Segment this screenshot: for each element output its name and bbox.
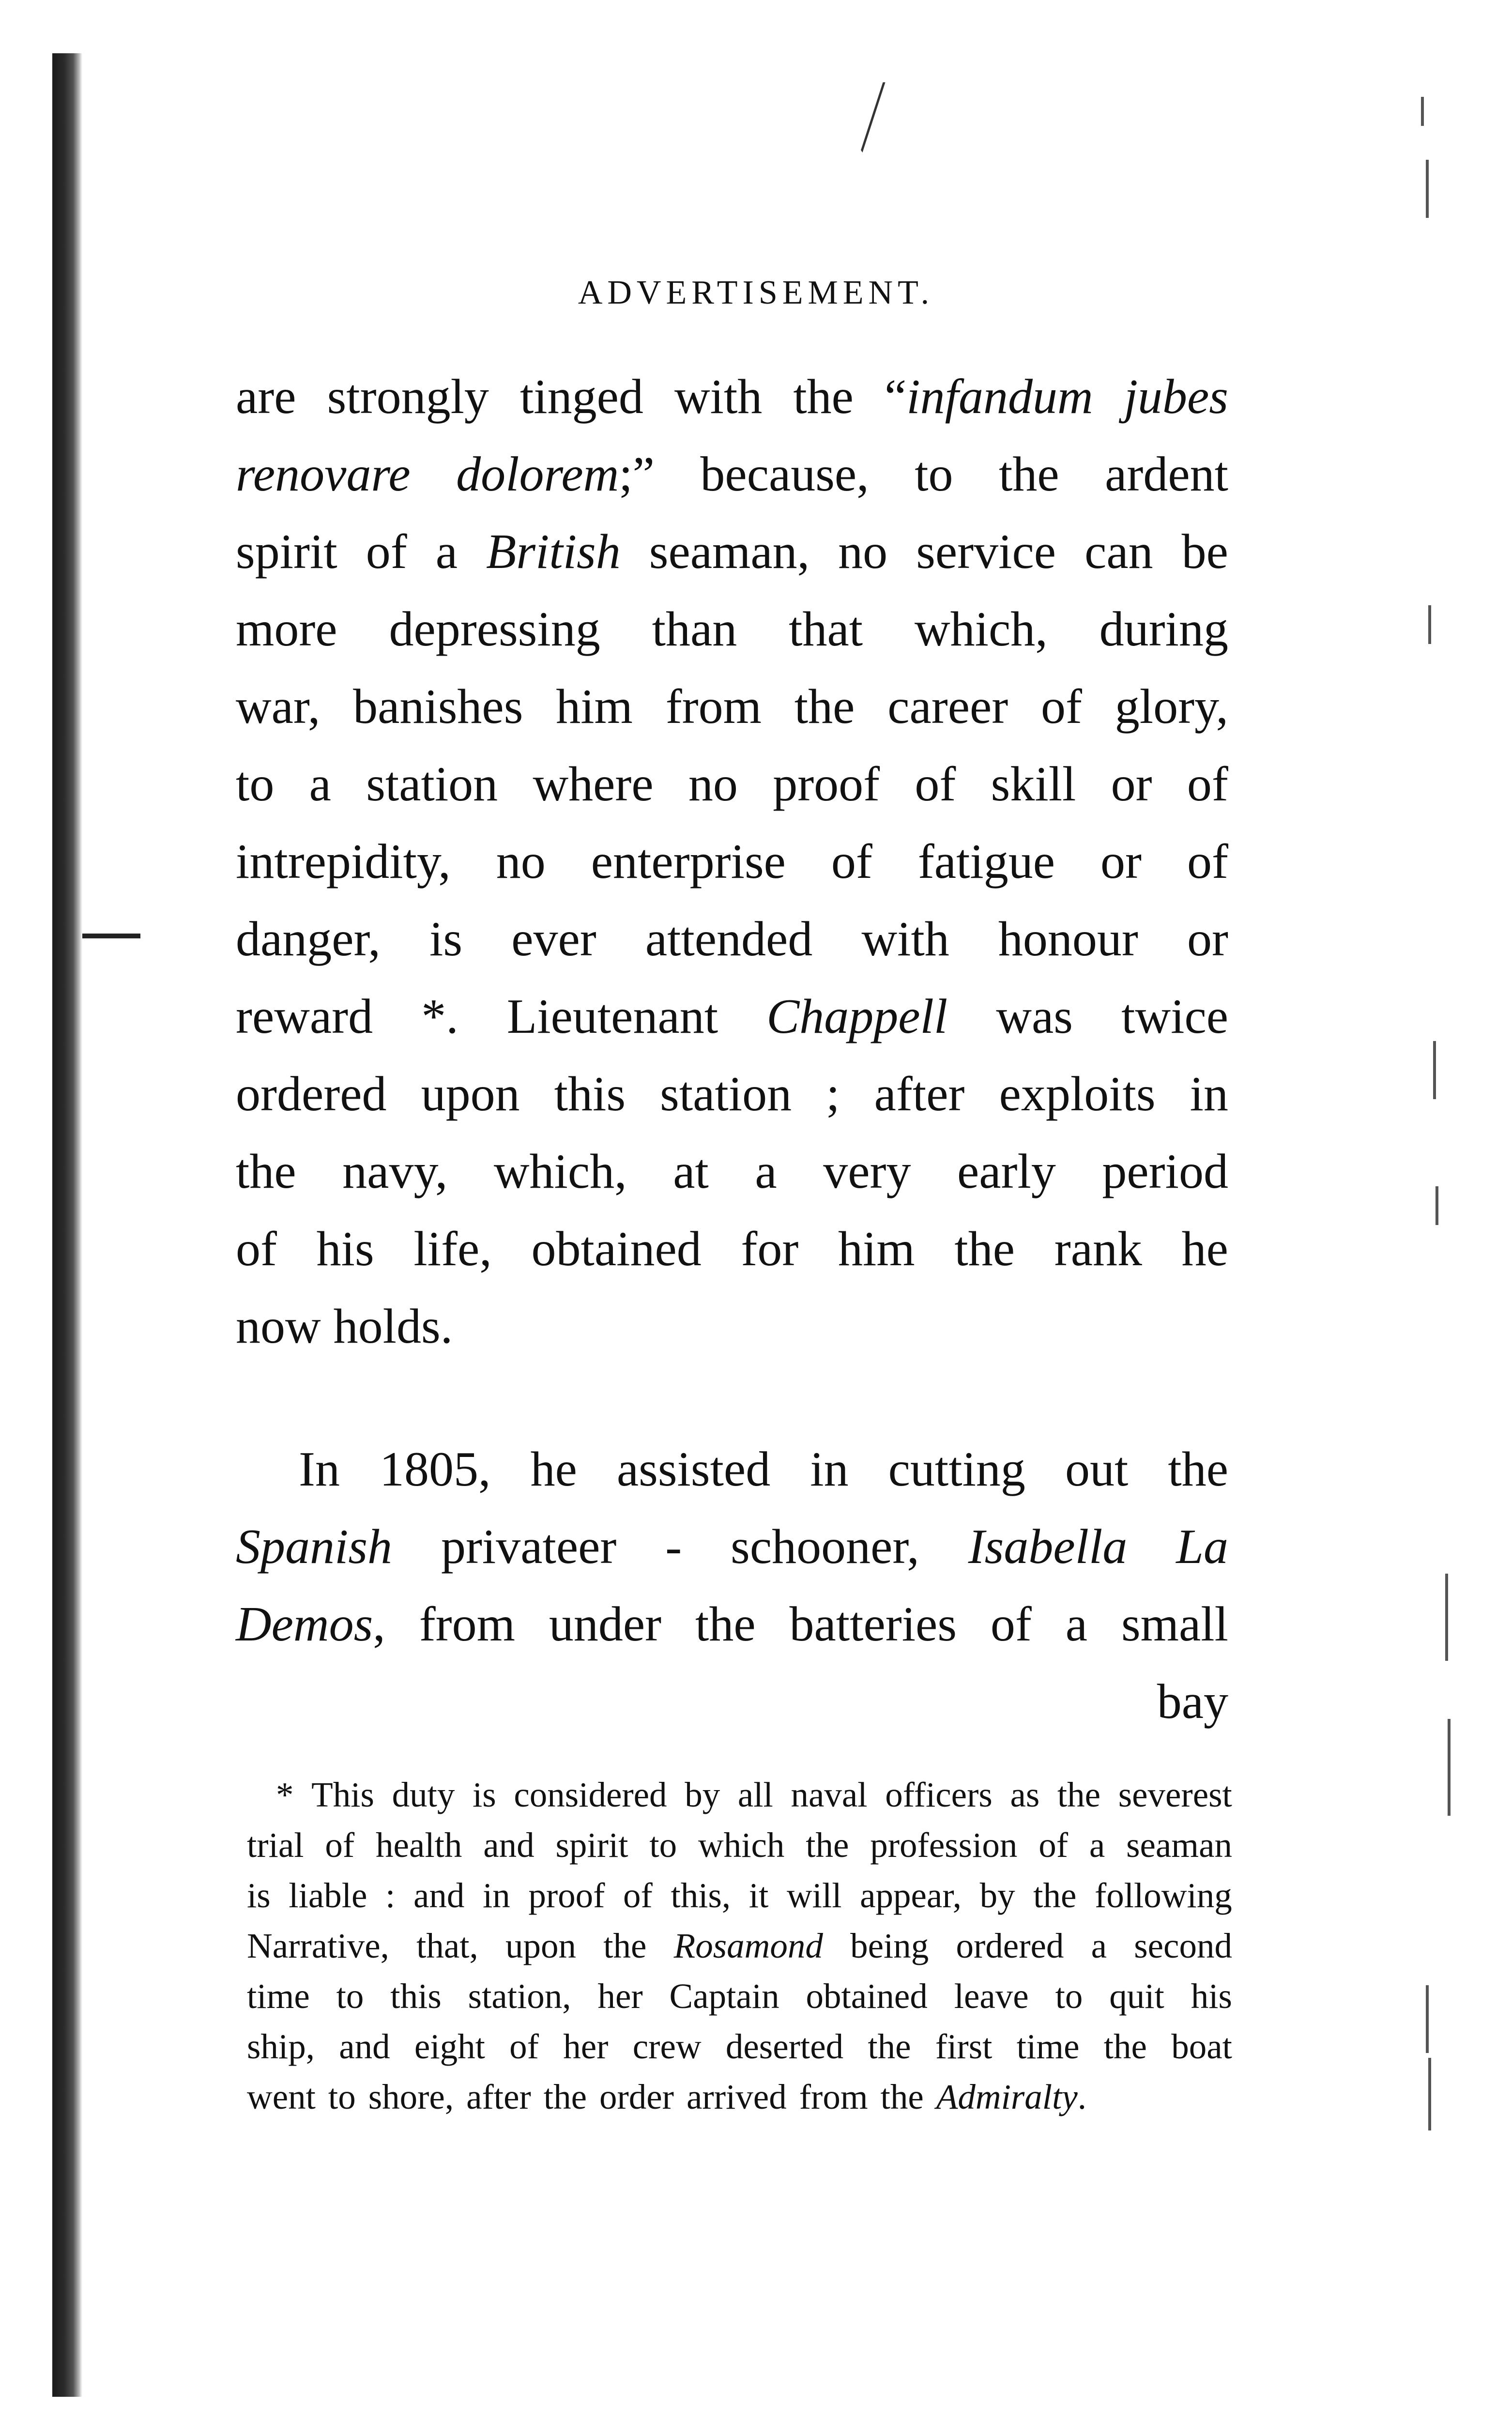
- word: spirit: [555, 1825, 628, 1865]
- word: of: [236, 1222, 277, 1276]
- word: ardent: [1105, 447, 1228, 502]
- margin-speck: [1421, 97, 1424, 126]
- word: intrepidity,: [236, 834, 451, 889]
- word: *: [276, 1775, 294, 1814]
- word: shore,: [368, 2077, 454, 2116]
- word: station,: [468, 1977, 571, 2016]
- word: in: [482, 1876, 510, 1915]
- word: order: [599, 2077, 674, 2116]
- word: which: [698, 1825, 785, 1865]
- word: health: [376, 1825, 462, 1865]
- catchword-line: [236, 1663, 1228, 1741]
- word: under: [549, 1597, 662, 1652]
- word: after: [874, 1067, 965, 1121]
- word: and: [413, 1876, 465, 1915]
- text-line: [236, 823, 1228, 901]
- word: severest: [1118, 1775, 1232, 1814]
- text-line: [236, 1133, 1228, 1210]
- text-line: [247, 2072, 1232, 2122]
- word: no: [688, 757, 738, 812]
- word: of: [831, 834, 872, 889]
- word: privateer: [441, 1519, 617, 1574]
- word: war,: [236, 679, 321, 734]
- word: the: [806, 1825, 849, 1865]
- word: the: [793, 369, 854, 424]
- text-line: [236, 668, 1228, 746]
- word: upon: [505, 1926, 577, 1965]
- word: after: [466, 2077, 531, 2116]
- word: the: [794, 679, 855, 734]
- word: more: [236, 602, 337, 657]
- word: very: [823, 1144, 911, 1199]
- word: to: [336, 1977, 364, 2016]
- text-line: [236, 513, 1228, 591]
- word: in: [810, 1442, 849, 1497]
- word: or: [1111, 757, 1152, 812]
- word: for: [741, 1222, 799, 1276]
- word: quit: [1109, 1977, 1164, 2016]
- word: naval: [791, 1775, 868, 1814]
- word: the: [1057, 1775, 1101, 1814]
- word: out: [1065, 1442, 1129, 1497]
- word: reward: [236, 989, 373, 1044]
- word: obtained: [806, 1977, 928, 2016]
- word: of: [915, 757, 956, 812]
- paragraph-gap: [236, 1365, 1228, 1431]
- word: schooner,: [731, 1519, 919, 1574]
- word: Captain: [669, 1977, 779, 2016]
- word: dolorem;”: [456, 447, 655, 502]
- word: no: [496, 834, 546, 889]
- word: ordered: [956, 1926, 1064, 1965]
- word: and: [483, 1825, 535, 1865]
- text-line: [236, 591, 1228, 668]
- word: holds.: [333, 1299, 453, 1354]
- word: can: [1084, 524, 1153, 579]
- text-line: [236, 1586, 1228, 1663]
- word: his: [316, 1222, 374, 1276]
- word: he: [530, 1442, 577, 1497]
- body-text: [236, 358, 1228, 1741]
- word: the: [603, 1926, 647, 1965]
- word: :: [385, 1876, 396, 1915]
- word: the: [695, 1597, 756, 1652]
- word: period: [1102, 1144, 1228, 1199]
- word: from: [665, 679, 762, 734]
- word: batteries: [789, 1597, 957, 1652]
- word: to: [915, 447, 953, 502]
- paragraph-2: [236, 1431, 1228, 1663]
- margin-speck: [1428, 2058, 1431, 2130]
- word: strongly: [327, 369, 489, 424]
- word: her: [597, 1977, 643, 2016]
- text-line: [247, 1770, 1232, 1820]
- word: station: [660, 1067, 792, 1121]
- word: officers: [885, 1775, 993, 1814]
- gutter-mark: [82, 934, 140, 938]
- word: was: [996, 989, 1073, 1044]
- word: are: [236, 369, 296, 424]
- word: seaman: [1126, 1825, 1232, 1865]
- word: him: [556, 679, 633, 734]
- word: of: [1187, 757, 1228, 812]
- word: leave: [954, 1977, 1029, 2016]
- footnote: [247, 1770, 1232, 2122]
- text-line: [236, 1431, 1228, 1508]
- word: spirit: [236, 524, 337, 579]
- text-line: [247, 2022, 1232, 2072]
- word: by: [979, 1876, 1015, 1915]
- word: attended: [645, 912, 813, 966]
- margin-speck: [1426, 160, 1429, 218]
- text-line: [247, 1921, 1232, 1971]
- word: ordered: [236, 1067, 387, 1121]
- word: which,: [914, 602, 1048, 657]
- word: La: [1176, 1519, 1228, 1574]
- word: time: [1016, 2027, 1080, 2066]
- word: skill: [991, 757, 1076, 812]
- word: depressing: [389, 602, 600, 657]
- word: life,: [413, 1222, 492, 1276]
- word: ;: [826, 1067, 840, 1121]
- word: Narrative,: [247, 1926, 389, 1965]
- word: which,: [493, 1144, 627, 1199]
- word: career: [887, 679, 1008, 734]
- word: the: [1103, 2027, 1147, 2066]
- word: second: [1134, 1926, 1232, 1965]
- word: British: [486, 524, 621, 579]
- word: honour: [998, 912, 1138, 966]
- word: duty: [392, 1775, 455, 1814]
- word: of: [1187, 834, 1228, 889]
- word: of: [366, 524, 407, 579]
- margin-speck: [1445, 1574, 1448, 1661]
- word: of: [990, 1597, 1032, 1652]
- word: navy,: [342, 1144, 448, 1199]
- word: all: [737, 1775, 773, 1814]
- word: or: [1100, 834, 1142, 889]
- word: considered: [514, 1775, 667, 1814]
- word: trial: [247, 1825, 304, 1865]
- word: during: [1099, 602, 1228, 657]
- word: appear,: [860, 1876, 962, 1915]
- word: Lieutenant: [506, 989, 718, 1044]
- word: a: [435, 524, 458, 579]
- word: proof: [528, 1876, 605, 1915]
- word: twice: [1121, 989, 1228, 1044]
- catchword: bay: [1157, 1674, 1228, 1729]
- paragraph-1: [236, 358, 1228, 1365]
- word: Demos,: [236, 1597, 385, 1652]
- page-gutter-edge: [52, 53, 82, 2397]
- word: small: [1121, 1597, 1228, 1652]
- word: or: [1187, 912, 1228, 966]
- word: *.: [421, 989, 458, 1044]
- word: of: [325, 1825, 355, 1865]
- word: -: [665, 1519, 682, 1574]
- word: his: [1191, 1977, 1232, 2016]
- text-line: [247, 1971, 1232, 2022]
- word: because,: [700, 447, 869, 502]
- text-line: [236, 1508, 1228, 1586]
- word: from: [419, 1597, 515, 1652]
- margin-speck: [1426, 1985, 1429, 2053]
- word: liable: [289, 1876, 367, 1915]
- word: where: [533, 757, 654, 812]
- margin-speck: [1448, 1719, 1451, 1816]
- text-line: [247, 1870, 1232, 1921]
- margin-speck: [1436, 1186, 1438, 1225]
- word: obtained: [531, 1222, 702, 1276]
- word: following: [1094, 1876, 1232, 1915]
- text-line: [236, 358, 1228, 436]
- word: banishes: [353, 679, 523, 734]
- word: is: [429, 912, 463, 966]
- word: the: [880, 2077, 924, 2116]
- word: no: [838, 524, 888, 579]
- word: a: [1065, 1597, 1088, 1652]
- top-pencil-mark: [840, 82, 885, 153]
- word: a: [1089, 1825, 1105, 1865]
- word: a: [1091, 1926, 1107, 1965]
- word: by: [685, 1775, 720, 1814]
- word: proof: [773, 757, 880, 812]
- word: the: [236, 1144, 296, 1199]
- word: renovare: [236, 447, 411, 502]
- word: of: [1039, 1825, 1069, 1865]
- word: with: [674, 369, 763, 424]
- word: to: [236, 757, 275, 812]
- word: Isabella: [968, 1519, 1128, 1574]
- word: this: [554, 1067, 626, 1121]
- word: eight: [414, 2027, 485, 2066]
- word: cutting: [888, 1442, 1025, 1497]
- text-line: [236, 436, 1228, 513]
- word: ship,: [247, 2027, 315, 2066]
- running-head: ADVERTISEMENT.: [578, 274, 934, 311]
- word: this,: [671, 1876, 731, 1915]
- word: this: [390, 1977, 442, 2016]
- text-line: [236, 901, 1228, 978]
- word: first: [935, 2027, 993, 2066]
- word: is: [247, 1876, 271, 1915]
- word: being: [850, 1926, 929, 1965]
- word: at: [673, 1144, 709, 1199]
- word: seaman,: [649, 524, 810, 579]
- word: the: [1033, 1876, 1077, 1915]
- word: deserted: [725, 2027, 844, 2066]
- text-line: [236, 978, 1228, 1056]
- word: will: [786, 1876, 842, 1915]
- text-line: [236, 746, 1228, 823]
- word: Rosamond: [673, 1926, 823, 1965]
- word: “infandum: [885, 369, 1093, 424]
- word: Chappell: [766, 989, 948, 1044]
- word: to: [649, 1825, 677, 1865]
- word: exploits: [999, 1067, 1156, 1121]
- word: the: [543, 2077, 587, 2116]
- word: of: [509, 2027, 539, 2066]
- word: of: [623, 1876, 653, 1915]
- word: and: [339, 2027, 390, 2066]
- word: This: [311, 1775, 374, 1814]
- word: a: [309, 757, 331, 812]
- word: is: [473, 1775, 496, 1814]
- word: that: [789, 602, 863, 657]
- word: tinged: [519, 369, 643, 424]
- word: upon: [421, 1067, 520, 1121]
- word: assisted: [616, 1442, 771, 1497]
- word: he: [1181, 1222, 1228, 1276]
- word: crew: [632, 2027, 702, 2066]
- word: Spanish: [236, 1519, 393, 1574]
- word: 1805,: [380, 1442, 491, 1497]
- word: fatigue: [917, 834, 1055, 889]
- word: service: [916, 524, 1056, 579]
- word: now: [236, 1299, 321, 1354]
- margin-speck: [1428, 605, 1431, 644]
- word: the: [1168, 1442, 1228, 1497]
- word: be: [1181, 524, 1228, 579]
- word: from: [799, 2077, 868, 2116]
- word: jubes: [1124, 369, 1228, 424]
- word: early: [957, 1144, 1056, 1199]
- word: station: [366, 757, 498, 812]
- word: the: [868, 2027, 911, 2066]
- word: danger,: [236, 912, 381, 966]
- word: arrived: [687, 2077, 787, 2116]
- word: went: [247, 2077, 316, 2116]
- word: than: [652, 602, 737, 657]
- word: enterprise: [591, 834, 786, 889]
- word: to: [1055, 1977, 1083, 2016]
- word: the: [999, 447, 1059, 502]
- word: in: [1190, 1067, 1228, 1121]
- word: the: [954, 1222, 1015, 1276]
- word: time: [247, 1977, 310, 2016]
- word: profession: [870, 1825, 1018, 1865]
- word: Admiralty.: [936, 2077, 1087, 2116]
- word: ever: [511, 912, 596, 966]
- word: boat: [1171, 2027, 1232, 2066]
- word: glory,: [1115, 679, 1228, 734]
- word: it: [748, 1876, 769, 1915]
- word: with: [861, 912, 949, 966]
- word: In: [299, 1442, 340, 1497]
- margin-speck: [1433, 1041, 1436, 1099]
- word: rank: [1054, 1222, 1142, 1276]
- text-line: [236, 1288, 1228, 1365]
- text-line: [247, 1820, 1232, 1870]
- word: that,: [416, 1926, 478, 1965]
- word: her: [563, 2027, 609, 2066]
- word: him: [838, 1222, 915, 1276]
- text-line: [236, 1210, 1228, 1288]
- word: a: [755, 1144, 777, 1199]
- word: as: [1010, 1775, 1040, 1814]
- text-line: [236, 1056, 1228, 1133]
- word: of: [1041, 679, 1082, 734]
- word: to: [328, 2077, 356, 2116]
